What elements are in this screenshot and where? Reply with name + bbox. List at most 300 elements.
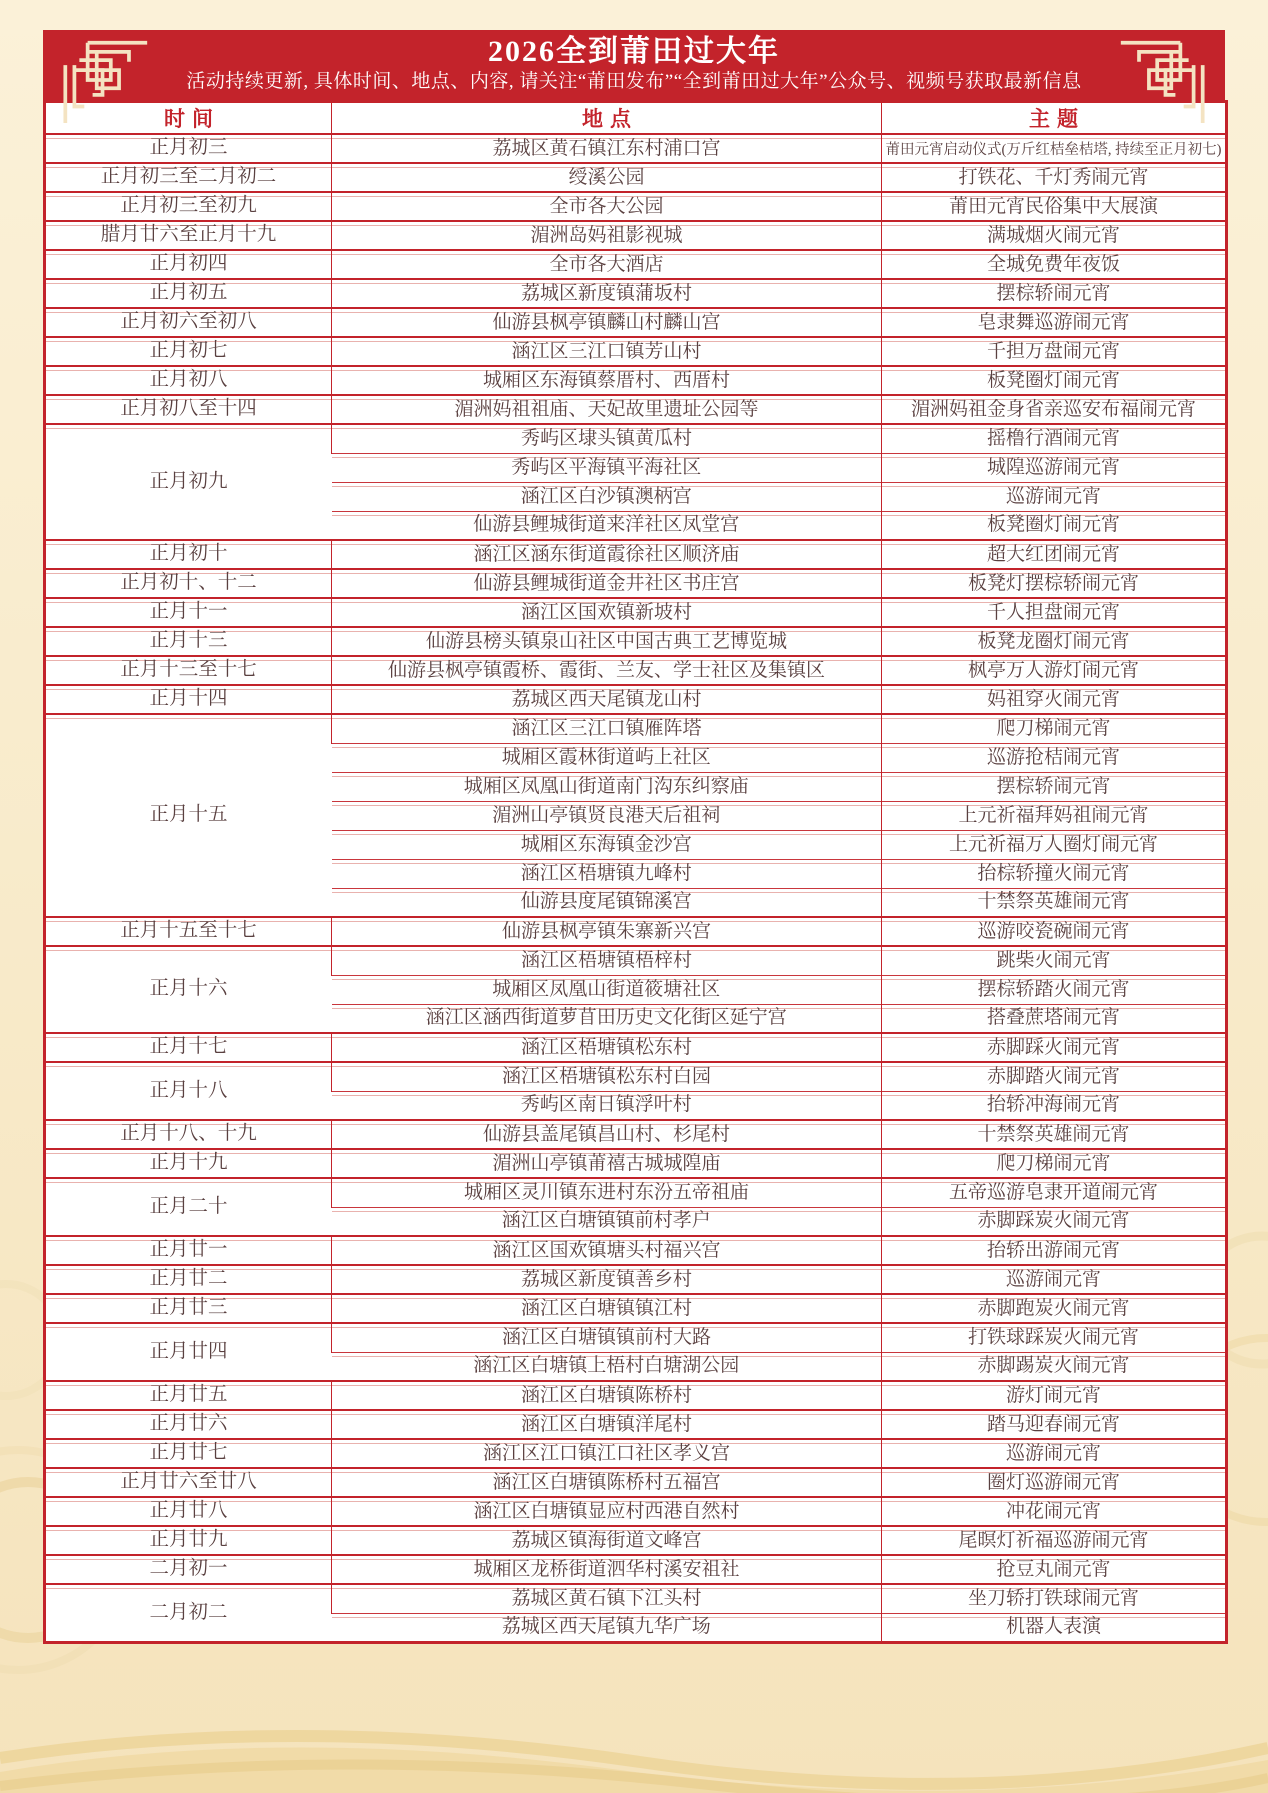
theme-cell <box>882 1265 1227 1294</box>
theme-cell <box>882 917 1227 946</box>
place-cell <box>332 1265 882 1294</box>
theme-cell <box>882 1526 1227 1555</box>
time-cell <box>45 1062 332 1120</box>
theme-cell <box>882 1613 1227 1642</box>
table-row <box>45 1323 1227 1352</box>
place-cell <box>332 482 882 511</box>
time-cell <box>45 1439 332 1468</box>
place-cell <box>332 1323 882 1352</box>
cell-text: 二月初一 <box>149 1558 228 1580</box>
time-cell <box>45 627 332 656</box>
poster-subtitle: 活动持续更新, 具体时间、地点、内容, 请关注“莆田发布”“全到莆田过大年”公众号、视频号获取最新信息 <box>186 71 1082 92</box>
cell-text: 正月十八 <box>149 1079 228 1101</box>
cell-text: 正月十九 <box>149 1152 228 1174</box>
cell-text: 正月廿六至廿八 <box>120 1471 257 1493</box>
cell-text: 涵江区白塘镇镇前村孝户 <box>501 1210 711 1232</box>
place-cell <box>332 1584 882 1613</box>
cell-text: 正月初七 <box>149 340 228 362</box>
cell-text: 仙游县枫亭镇麟山村麟山宫 <box>492 311 721 333</box>
place-cell <box>332 511 882 540</box>
corner-knot-icon-right <box>1117 37 1209 123</box>
cell-text: 涵江区涵西街道萝苜田历史文化街区延宁宫 <box>425 1007 787 1029</box>
cell-text: 正月初八 <box>149 369 228 391</box>
theme-cell <box>882 1555 1227 1584</box>
cell-text: 摆棕轿闹元宵 <box>996 775 1111 797</box>
time-cell <box>45 1149 332 1178</box>
theme-cell <box>882 598 1227 627</box>
cell-text: 涵江区三江口镇芳山村 <box>511 340 702 362</box>
cell-text: 湄洲妈祖祖庙、天妃故里遗址公园等 <box>454 398 759 420</box>
theme-cell <box>882 946 1227 975</box>
time-cell <box>45 424 332 540</box>
place-cell <box>332 714 882 743</box>
theme-cell <box>882 395 1227 424</box>
theme-cell <box>882 1149 1227 1178</box>
cell-text: 十禁祭英雄闹元宵 <box>977 1123 1130 1145</box>
place-cell <box>332 1294 882 1323</box>
cell-text: 坐刀轿打铁球闹元宵 <box>967 1587 1139 1609</box>
cell-text: 涵江区白塘镇陈桥村 <box>520 1384 692 1406</box>
time-cell <box>45 250 332 279</box>
cell-text: 满城烟火闹元宵 <box>986 224 1120 246</box>
cell-text: 圈灯巡游闹元宵 <box>986 1471 1120 1493</box>
table-row <box>45 1265 1227 1294</box>
time-cell <box>45 1526 332 1555</box>
place-cell <box>332 685 882 714</box>
cell-text: 正月初三 <box>149 137 228 159</box>
cell-text: 千人担盘闹元宵 <box>986 601 1120 623</box>
theme-cell <box>882 772 1227 801</box>
cell-text: 涵江区白沙镇澳柄宫 <box>520 485 692 507</box>
time-cell <box>45 540 332 569</box>
place-cell <box>332 395 882 424</box>
cell-text: 抬棕轿撞火闹元宵 <box>977 862 1130 884</box>
cell-text: 涵江区涵东街道霞徐社区顺济庙 <box>473 543 740 565</box>
place-cell <box>332 569 882 598</box>
time-cell <box>45 714 332 917</box>
cell-text: 赤脚踩炭火闹元宵 <box>977 1210 1130 1232</box>
cell-text: 仙游县枫亭镇朱寨新兴宫 <box>501 920 711 942</box>
cell-text: 城厢区东海镇金沙宫 <box>520 833 692 855</box>
cell-text: 湄洲山亭镇贤良港天后祖祠 <box>492 804 721 826</box>
time-cell <box>45 192 332 221</box>
cell-text: 涵江区白塘镇镇前村大路 <box>501 1326 711 1348</box>
place-cell <box>332 1178 882 1207</box>
place-cell <box>332 627 882 656</box>
theme-cell <box>882 1381 1227 1410</box>
place-cell <box>332 1381 882 1410</box>
cell-text: 抬轿出游闹元宵 <box>986 1239 1120 1261</box>
table-row <box>45 1062 1227 1091</box>
theme-cell <box>882 656 1227 685</box>
time-cell <box>45 1555 332 1584</box>
place-cell <box>332 1207 882 1236</box>
cell-text: 秀屿区埭头镇黄瓜村 <box>520 427 692 449</box>
cell-text: 荔城区新度镇善乡村 <box>520 1268 692 1290</box>
place-cell <box>332 453 882 482</box>
table-row <box>45 540 1227 569</box>
theme-cell <box>882 192 1227 221</box>
cell-text: 爬刀梯闹元宵 <box>996 717 1111 739</box>
cell-text: 摇橹行酒闹元宵 <box>986 427 1120 449</box>
cell-text: 搭叠蔗塔闹元宵 <box>986 1007 1120 1029</box>
place-cell <box>332 598 882 627</box>
time-cell <box>45 1120 332 1149</box>
cell-text: 全市各大公园 <box>549 195 664 217</box>
cell-text: 正月十七 <box>149 1036 228 1058</box>
cell-text: 妈祖穿火闹元宵 <box>986 688 1120 710</box>
cell-text: 板凳灯摆棕轿闹元宵 <box>967 572 1139 594</box>
cell-text: 十禁祭英雄闹元宵 <box>977 891 1130 913</box>
place-cell <box>332 366 882 395</box>
theme-cell <box>882 540 1227 569</box>
theme-cell <box>882 1207 1227 1236</box>
table-row <box>45 1468 1227 1497</box>
column-header-theme: 主题 <box>882 102 1227 135</box>
table-row <box>45 337 1227 366</box>
cell-text: 正月廿五 <box>149 1384 228 1406</box>
place-cell <box>332 1352 882 1381</box>
theme-cell <box>882 366 1227 395</box>
cell-text: 正月十一 <box>149 601 228 623</box>
cell-text: 摆棕轿闹元宵 <box>996 282 1111 304</box>
cell-text: 荔城区西天尾镇龙山村 <box>511 688 702 710</box>
time-cell <box>45 1468 332 1497</box>
header-row <box>45 102 1227 135</box>
cell-text: 冲花闹元宵 <box>1005 1500 1101 1522</box>
theme-cell <box>882 279 1227 308</box>
table-row <box>45 1439 1227 1468</box>
theme-cell <box>882 1497 1227 1526</box>
cell-text: 仙游县鲤城街道金井社区书庄宫 <box>473 572 740 594</box>
place-cell <box>332 163 882 192</box>
time-cell <box>45 917 332 946</box>
table-row <box>45 163 1227 192</box>
place-cell <box>332 830 882 859</box>
cell-text: 跳柴火闹元宵 <box>996 949 1111 971</box>
theme-cell <box>882 1178 1227 1207</box>
theme-cell <box>882 453 1227 482</box>
cell-text: 湄洲山亭镇莆禧古城城隍庙 <box>492 1152 721 1174</box>
table-row <box>45 1236 1227 1265</box>
cell-text: 摆棕轿踏火闹元宵 <box>977 978 1130 1000</box>
cell-text: 赤脚踏火闹元宵 <box>986 1065 1120 1087</box>
theme-cell <box>882 714 1227 743</box>
cell-text: 正月廿七 <box>149 1442 228 1464</box>
place-cell <box>332 221 882 250</box>
cell-text: 巡游闹元宵 <box>1005 1268 1101 1290</box>
table-row <box>45 656 1227 685</box>
cell-text: 巡游咬瓷碗闹元宵 <box>977 920 1130 942</box>
table-row <box>45 221 1227 250</box>
place-cell <box>332 743 882 772</box>
table-row <box>45 917 1227 946</box>
cell-text: 正月十五 <box>149 804 228 826</box>
cell-text: 涵江区白塘镇洋尾村 <box>520 1413 692 1435</box>
place-cell <box>332 801 882 830</box>
place-cell <box>332 1555 882 1584</box>
cell-text: 正月十八、十九 <box>120 1123 257 1145</box>
cell-text: 板凳圈灯闹元宵 <box>986 514 1120 536</box>
place-cell <box>332 946 882 975</box>
theme-cell <box>882 424 1227 453</box>
time-cell <box>45 1497 332 1526</box>
theme-cell <box>882 1323 1227 1352</box>
place-cell <box>332 1410 882 1439</box>
time-cell <box>45 946 332 1033</box>
cell-text: 赤脚踢炭火闹元宵 <box>977 1355 1130 1377</box>
cell-text: 皂隶舞巡游闹元宵 <box>977 311 1130 333</box>
time-cell <box>45 1584 332 1642</box>
time-cell <box>45 1294 332 1323</box>
cell-text: 仙游县鲤城街道来洋社区凤堂宫 <box>473 514 740 536</box>
cell-text: 正月初四 <box>149 253 228 275</box>
theme-cell <box>882 1004 1227 1033</box>
cell-text: 巡游抢桔闹元宵 <box>986 746 1120 768</box>
place-cell <box>332 424 882 453</box>
table-row <box>45 1410 1227 1439</box>
table-row <box>45 685 1227 714</box>
time-cell <box>45 656 332 685</box>
cell-text: 正月十四 <box>149 688 228 710</box>
table-row <box>45 134 1227 163</box>
cell-text: 正月初六至初八 <box>120 311 257 333</box>
theme-cell <box>882 1439 1227 1468</box>
table-row <box>45 424 1227 453</box>
cell-text: 游灯闹元宵 <box>1005 1384 1101 1406</box>
cell-text: 莆田元宵民俗集中大展演 <box>948 195 1158 217</box>
banner <box>43 30 1225 100</box>
theme-cell <box>882 859 1227 888</box>
cell-text: 巡游闹元宵 <box>1005 485 1101 507</box>
cell-text: 城厢区龙桥街道泗华村溪安祖社 <box>473 1558 740 1580</box>
cell-text: 莆田元宵启动仪式(万斤红桔垒桔塔, 持续至正月初七) <box>885 141 1222 158</box>
table-row <box>45 1033 1227 1062</box>
time-cell <box>45 1381 332 1410</box>
theme-cell <box>882 1294 1227 1323</box>
cell-text: 仙游县度尾镇锦溪宫 <box>520 891 692 913</box>
place-cell <box>332 1120 882 1149</box>
place-cell <box>332 192 882 221</box>
place-cell <box>332 337 882 366</box>
table-row <box>45 1584 1227 1613</box>
cell-text: 荔城区黄石镇下江头村 <box>511 1587 702 1609</box>
cell-text: 全市各大酒店 <box>549 253 664 275</box>
theme-cell <box>882 685 1227 714</box>
place-cell <box>332 134 882 163</box>
theme-cell <box>882 1410 1227 1439</box>
corner-knot-icon-left <box>59 37 151 123</box>
cell-text: 打铁球踩炭火闹元宵 <box>967 1326 1139 1348</box>
cell-text: 仙游县枫亭镇霞桥、霞街、兰友、学士社区及集镇区 <box>387 659 825 681</box>
cell-text: 湄洲妈祖金身省亲巡安布福闹元宵 <box>910 398 1196 420</box>
cell-text: 正月初十、十二 <box>120 572 257 594</box>
cell-text: 正月廿六 <box>149 1413 228 1435</box>
time-cell <box>45 163 332 192</box>
cell-text: 涵江区梧塘镇松东村白园 <box>501 1065 711 1087</box>
cell-text: 正月初八至十四 <box>120 398 257 420</box>
cell-text: 仙游县榜头镇泉山社区中国古典工艺博览城 <box>425 630 787 652</box>
theme-cell <box>882 250 1227 279</box>
place-cell <box>332 1468 882 1497</box>
time-cell <box>45 1033 332 1062</box>
time-cell <box>45 308 332 337</box>
schedule-body <box>45 134 1227 1642</box>
cell-text: 涵江区国欢镇塘头村福兴宫 <box>492 1239 721 1261</box>
table-row <box>45 395 1227 424</box>
cell-text: 正月初五 <box>149 282 228 304</box>
cell-text: 荔城区镇海街道文峰宫 <box>511 1529 702 1551</box>
time-cell <box>45 279 332 308</box>
cell-text: 荔城区新度镇蒲坂村 <box>520 282 692 304</box>
cell-text: 仙游县盖尾镇昌山村、杉尾村 <box>482 1123 730 1145</box>
cell-text: 正月二十 <box>149 1195 228 1217</box>
cell-text: 上元祈福拜妈祖闹元宵 <box>958 804 1149 826</box>
cell-text: 涵江区国欢镇新坡村 <box>520 601 692 623</box>
theme-cell <box>882 801 1227 830</box>
cell-text: 正月初九 <box>149 470 228 492</box>
cell-text: 城厢区凤凰山街道南门沟东纠察庙 <box>463 775 749 797</box>
place-cell <box>332 540 882 569</box>
cell-text: 涵江区梧塘镇松东村 <box>520 1036 692 1058</box>
theme-cell <box>882 1091 1227 1120</box>
table-row <box>45 627 1227 656</box>
cell-text: 正月廿三 <box>149 1297 228 1319</box>
cell-text: 城厢区霞林街道屿上社区 <box>501 746 711 768</box>
table-row <box>45 946 1227 975</box>
time-cell <box>45 221 332 250</box>
cell-text: 涵江区白塘镇显应村西港自然村 <box>473 1500 740 1522</box>
theme-cell <box>882 511 1227 540</box>
place-cell <box>332 772 882 801</box>
cell-text: 枫亭万人游灯闹元宵 <box>967 659 1139 681</box>
place-cell <box>332 279 882 308</box>
table-row <box>45 1178 1227 1207</box>
theme-cell <box>882 308 1227 337</box>
cell-text: 涵江区三江口镇雁阵塔 <box>511 717 702 739</box>
cell-text: 千担万盘闹元宵 <box>986 340 1120 362</box>
cell-text: 上元祈福万人圈灯闹元宵 <box>948 833 1158 855</box>
place-cell <box>332 888 882 917</box>
cell-text: 板凳圈灯闹元宵 <box>986 369 1120 391</box>
cell-text: 全城免费年夜饭 <box>986 253 1120 275</box>
cell-text: 踏马迎春闹元宵 <box>986 1413 1120 1435</box>
cell-text: 秀屿区南日镇浮叶村 <box>520 1094 692 1116</box>
place-cell <box>332 859 882 888</box>
cell-text: 涵江区白塘镇上梧村白塘湖公园 <box>473 1355 740 1377</box>
time-cell <box>45 1323 332 1381</box>
cell-text: 赤脚踩火闹元宵 <box>986 1036 1120 1058</box>
theme-cell <box>882 888 1227 917</box>
cell-text: 城厢区灵川镇东进村东汾五帝祖庙 <box>463 1181 749 1203</box>
time-cell <box>45 1178 332 1236</box>
cell-text: 正月初三至初九 <box>120 195 257 217</box>
theme-cell <box>882 163 1227 192</box>
poster-content <box>43 30 1225 1644</box>
place-cell <box>332 1033 882 1062</box>
cell-text: 绶溪公园 <box>568 166 645 188</box>
place-cell <box>332 1004 882 1033</box>
time-cell <box>45 1265 332 1294</box>
table-row <box>45 1381 1227 1410</box>
cell-text: 涵江区江口镇江口社区孝义宫 <box>482 1442 730 1464</box>
schedule-table <box>43 100 1228 1644</box>
cell-text: 正月初十 <box>149 543 228 565</box>
cell-text: 抢豆丸闹元宵 <box>996 1558 1111 1580</box>
theme-cell <box>882 1468 1227 1497</box>
table-row <box>45 192 1227 221</box>
time-cell <box>45 569 332 598</box>
place-cell <box>332 1062 882 1091</box>
theme-cell <box>882 569 1227 598</box>
place-cell <box>332 1149 882 1178</box>
table-row <box>45 1526 1227 1555</box>
theme-cell <box>882 1033 1227 1062</box>
poster-title: 2026全到莆田过大年 <box>488 35 780 68</box>
column-header-place: 地点 <box>332 102 882 135</box>
place-cell <box>332 656 882 685</box>
cell-text: 巡游闹元宵 <box>1005 1442 1101 1464</box>
theme-cell <box>882 1236 1227 1265</box>
table-row <box>45 308 1227 337</box>
place-cell <box>332 1497 882 1526</box>
theme-cell <box>882 1062 1227 1091</box>
theme-cell <box>882 134 1227 163</box>
cell-text: 荔城区黄石镇江东村浦口宫 <box>492 137 721 159</box>
place-cell <box>332 308 882 337</box>
cell-text: 超大红团闹元宵 <box>986 543 1120 565</box>
table-row <box>45 1497 1227 1526</box>
time-cell <box>45 598 332 627</box>
place-cell <box>332 1526 882 1555</box>
column-header-time: 时间 <box>45 102 332 135</box>
table-row <box>45 366 1227 395</box>
theme-cell <box>882 337 1227 366</box>
table-row <box>45 1149 1227 1178</box>
time-cell <box>45 1410 332 1439</box>
cell-text: 城隍巡游闹元宵 <box>986 456 1120 478</box>
table-row <box>45 279 1227 308</box>
cell-text: 城厢区凤凰山街道筱塘社区 <box>492 978 721 1000</box>
cell-text: 打铁花、千灯秀闹元宵 <box>958 166 1149 188</box>
table-row <box>45 1555 1227 1584</box>
place-cell <box>332 1236 882 1265</box>
theme-cell <box>882 830 1227 859</box>
cell-text: 涵江区梧塘镇梧梓村 <box>520 949 692 971</box>
cell-text: 湄洲岛妈祖影视城 <box>530 224 683 246</box>
table-row <box>45 1120 1227 1149</box>
place-cell <box>332 917 882 946</box>
time-cell <box>45 685 332 714</box>
cell-text: 赤脚跑炭火闹元宵 <box>977 1297 1130 1319</box>
cell-text: 二月初二 <box>149 1601 228 1623</box>
cell-text: 城厢区东海镇蔡厝村、西厝村 <box>482 369 730 391</box>
cell-text: 正月廿一 <box>149 1239 228 1261</box>
theme-cell <box>882 627 1227 656</box>
theme-cell <box>882 743 1227 772</box>
time-cell <box>45 366 332 395</box>
cell-text: 正月十五至十七 <box>120 920 257 942</box>
cell-text: 涵江区白塘镇陈桥村五福宫 <box>492 1471 721 1493</box>
cell-text: 抬轿冲海闹元宵 <box>986 1094 1120 1116</box>
cell-text: 正月廿四 <box>149 1340 228 1362</box>
cell-text: 机器人表演 <box>1005 1616 1101 1638</box>
cell-text: 正月廿九 <box>149 1529 228 1551</box>
place-cell <box>332 1439 882 1468</box>
cell-text: 尾暝灯祈福巡游闹元宵 <box>958 1529 1149 1551</box>
time-cell <box>45 395 332 424</box>
cell-text: 五帝巡游皂隶开道闹元宵 <box>948 1181 1158 1203</box>
